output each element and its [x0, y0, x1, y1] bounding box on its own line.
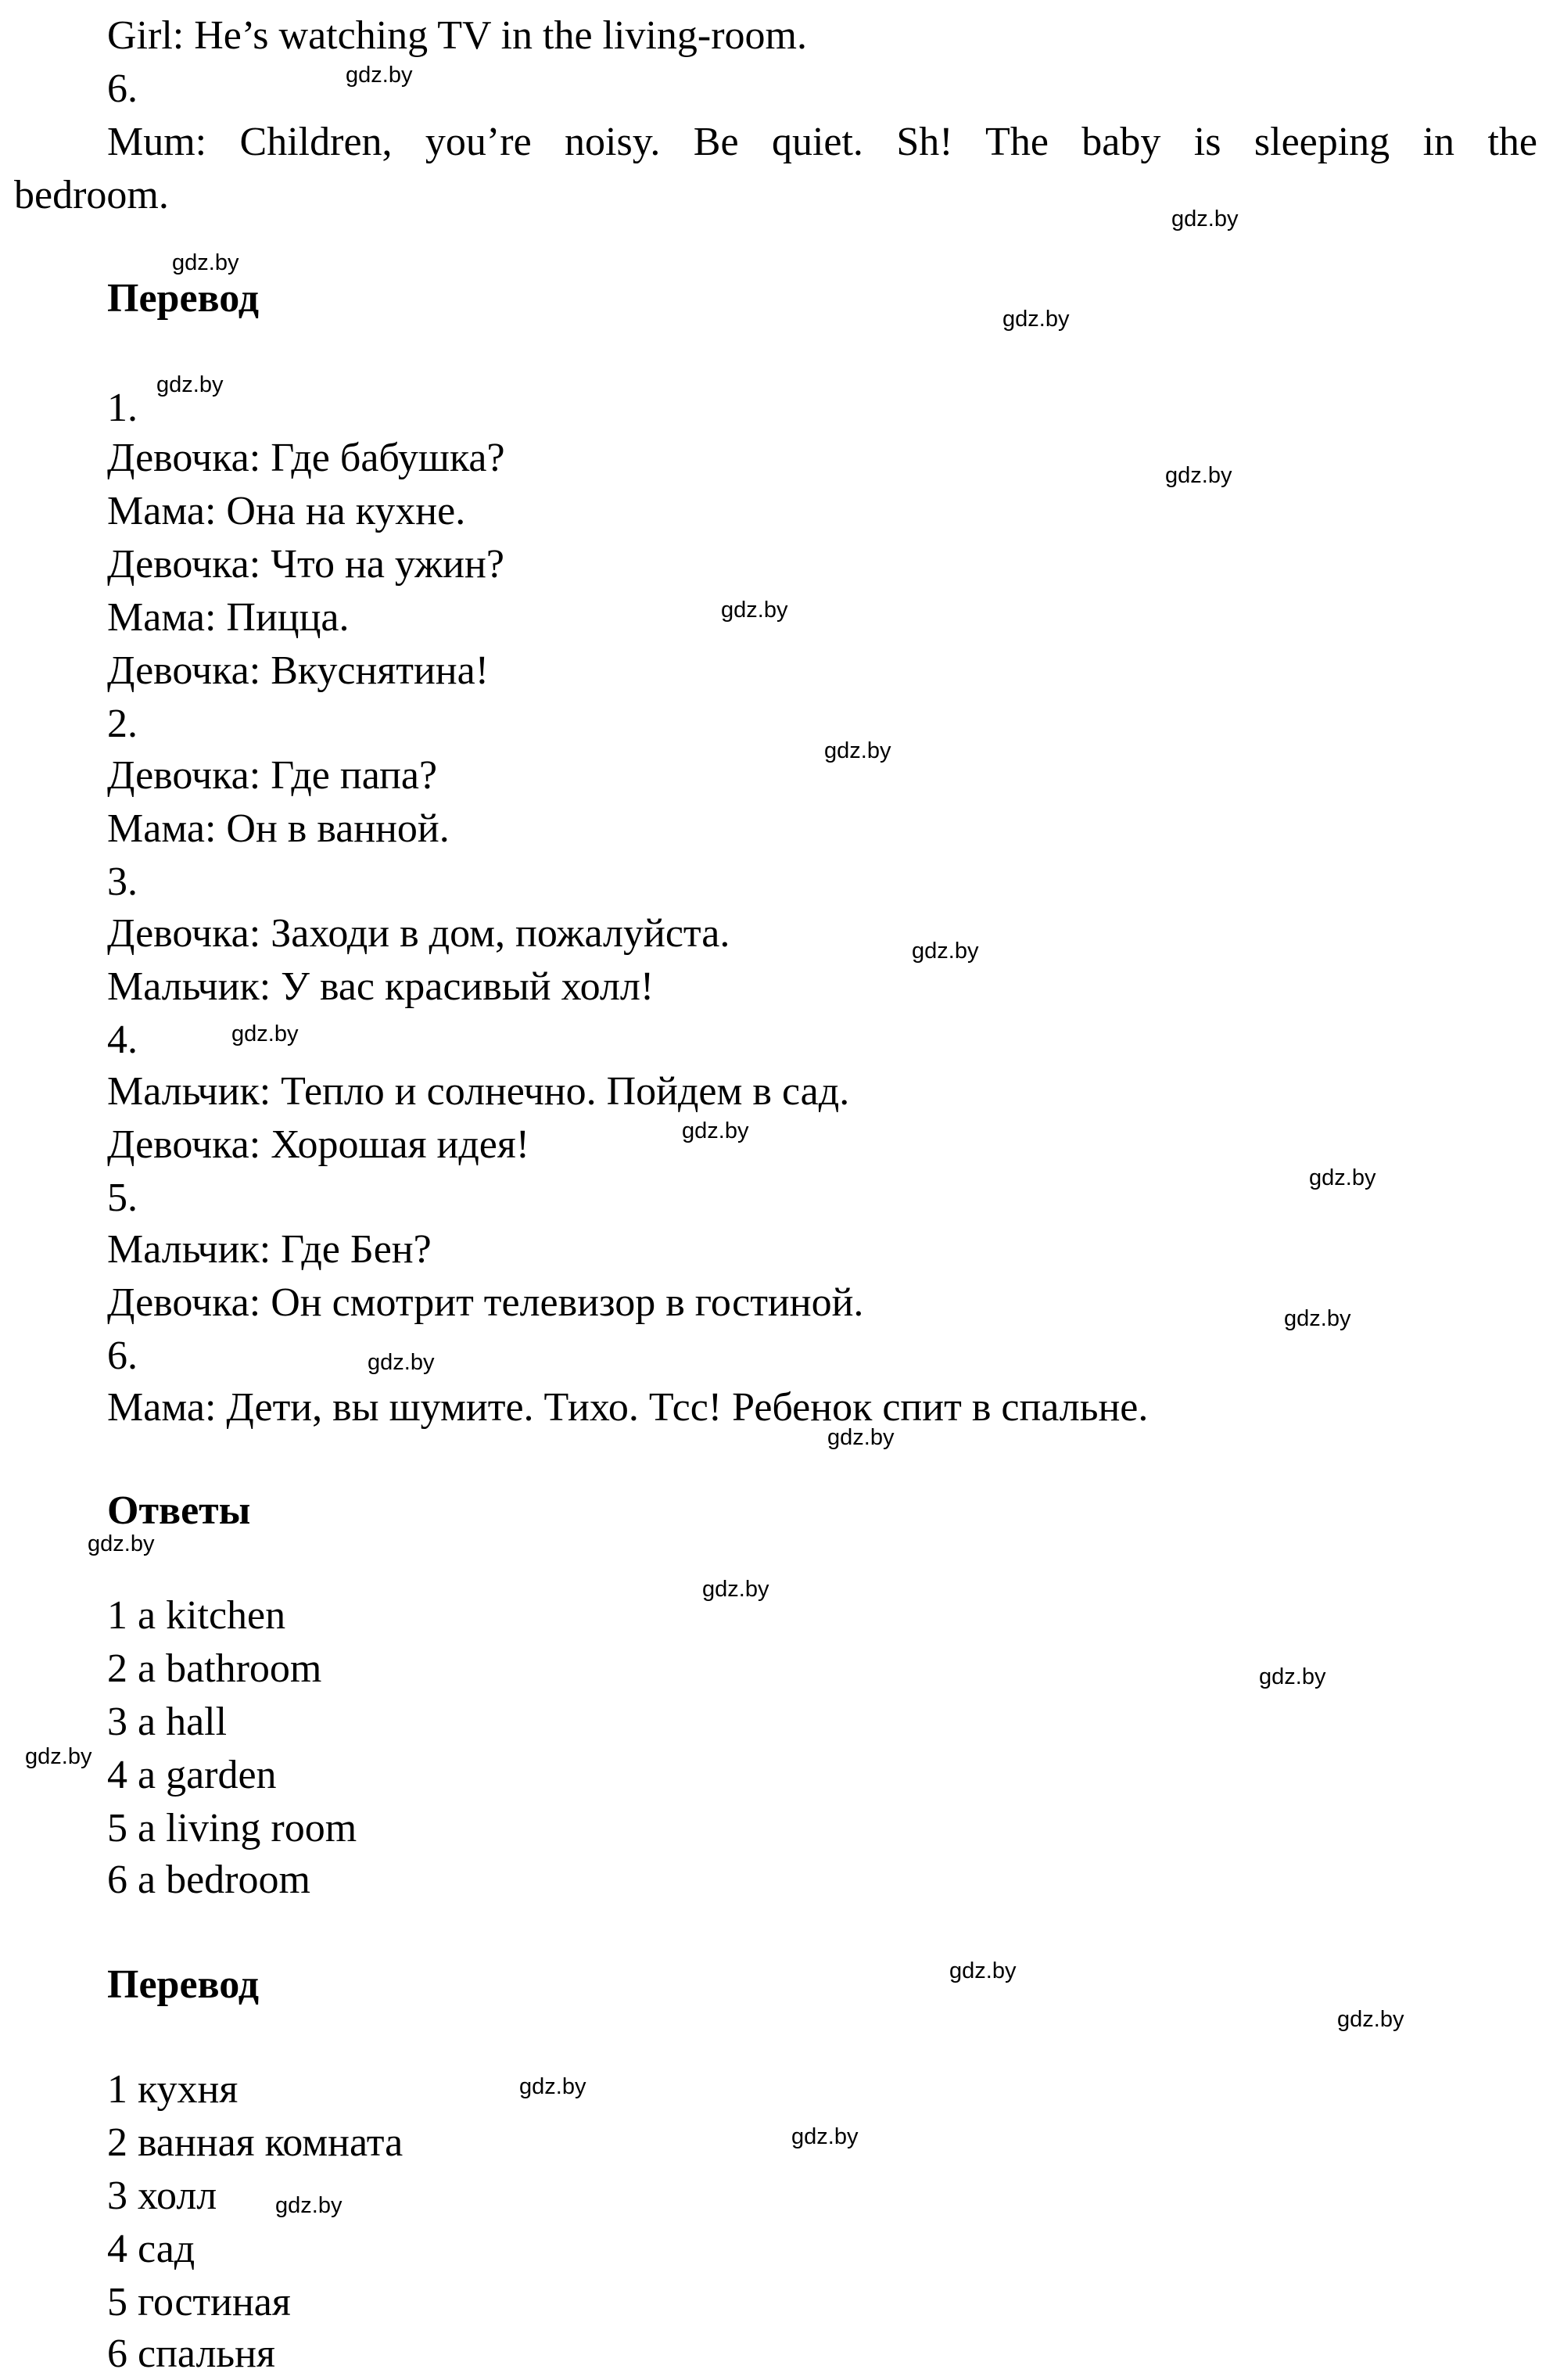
watermark: gdz.by	[949, 1958, 1017, 1983]
dialogue-line: Mum: Children, you’re noisy. Be quiet. Sh! The baby is sleeping in the	[107, 120, 1537, 164]
dialogue-number: 6.	[107, 66, 138, 111]
dialogue-line: Мальчик: Тепло и солнечно. Пойдем в сад.	[107, 1069, 850, 1114]
dialogue-line: Мама: Она на кухне.	[107, 489, 466, 533]
dialogue-line: Мальчик: У вас красивый холл!	[107, 964, 655, 1009]
watermark: gdz.by	[1309, 1165, 1376, 1190]
translation-item: 1 кухня	[107, 2067, 239, 2112]
dialogue-line: Мама: Пицца.	[107, 595, 350, 640]
watermark: gdz.by	[1002, 307, 1070, 332]
answer-item: 6 a bedroom	[107, 1858, 310, 1902]
watermark: gdz.by	[827, 1425, 895, 1450]
answer-item: 5 a living room	[107, 1806, 357, 1851]
dialogue-line: Мама: Он в ванной.	[107, 806, 450, 851]
translation-item: 3 холл	[107, 2174, 217, 2218]
answer-item: 2 a bathroom	[107, 1646, 322, 1691]
translation-item: 5 гостиная	[107, 2280, 291, 2324]
dialogue-line: Девочка: Он смотрит телевизор в гостиной.	[107, 1280, 864, 1325]
watermark: gdz.by	[791, 2124, 859, 2149]
dialogue-line-continuation: bedroom.	[14, 173, 169, 217]
watermark: gdz.by	[368, 1350, 435, 1375]
watermark: gdz.by	[721, 598, 788, 623]
answer-item: 4 a garden	[107, 1753, 277, 1797]
translation-item: 6 спальня	[107, 2332, 275, 2376]
dialogue-number: 2.	[107, 702, 138, 746]
section-heading-answers: Ответы	[107, 1488, 251, 1533]
dialogue-line: Девочка: Заходи в дом, пожалуйста.	[107, 911, 730, 956]
watermark: gdz.by	[519, 2074, 586, 2099]
watermark: gdz.by	[824, 738, 891, 763]
dialogue-line: Девочка: Хорошая идея!	[107, 1122, 530, 1167]
watermark: gdz.by	[682, 1118, 749, 1143]
translation-item: 4 сад	[107, 2227, 195, 2271]
watermark: gdz.by	[912, 939, 979, 964]
watermark: gdz.by	[346, 63, 413, 88]
section-heading-translation: Перевод	[107, 1962, 260, 2007]
dialogue-line: Мама: Дети, вы шумите. Тихо. Тсс! Ребенок спит в спальне.	[107, 1385, 1149, 1430]
watermark: gdz.by	[156, 372, 224, 397]
dialogue-number: 3.	[107, 860, 138, 904]
watermark: gdz.by	[1165, 463, 1232, 488]
watermark: gdz.by	[25, 1744, 92, 1769]
watermark: gdz.by	[275, 2193, 343, 2218]
watermark: gdz.by	[1337, 2007, 1404, 2032]
dialogue-line: Girl: He’s watching TV in the living-room.	[107, 13, 807, 58]
dialogue-line: Девочка: Вкуснятина!	[107, 648, 490, 693]
dialogue-line: Девочка: Где бабушка?	[107, 436, 505, 480]
dialogue-line: Девочка: Где папа?	[107, 753, 438, 798]
translation-item: 2 ванная комната	[107, 2120, 403, 2165]
dialogue-number: 5.	[107, 1176, 138, 1220]
watermark: gdz.by	[88, 1531, 155, 1556]
watermark: gdz.by	[702, 1577, 769, 1602]
dialogue-line: Мальчик: Где Бен?	[107, 1227, 432, 1272]
watermark: gdz.by	[1284, 1306, 1351, 1331]
answer-item: 3 a hall	[107, 1700, 228, 1744]
dialogue-number: 1.	[107, 386, 138, 430]
dialogue-number: 6.	[107, 1334, 138, 1378]
dialogue-line: Девочка: Что на ужин?	[107, 542, 504, 587]
dialogue-number: 4.	[107, 1018, 138, 1062]
watermark: gdz.by	[1259, 1664, 1326, 1689]
watermark: gdz.by	[1171, 206, 1239, 232]
watermark: gdz.by	[172, 250, 239, 275]
answer-item: 1 a kitchen	[107, 1593, 286, 1638]
watermark: gdz.by	[231, 1021, 299, 1046]
section-heading-translation: Перевод	[107, 276, 260, 321]
